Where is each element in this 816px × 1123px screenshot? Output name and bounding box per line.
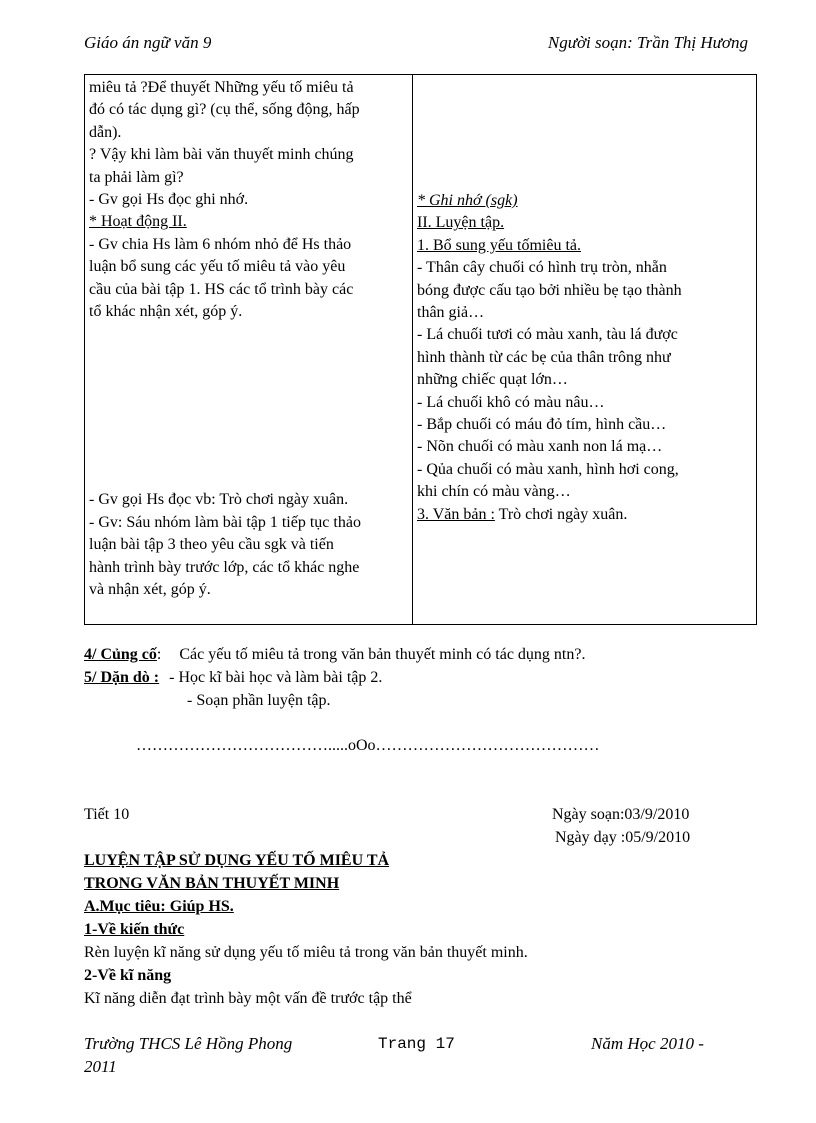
header-right: Người soạn: Trần Thị Hương <box>547 33 748 52</box>
left-line: dẫn). <box>89 123 122 141</box>
van-ban-label: 3. Văn bản : <box>417 505 495 523</box>
luyen-tap-heading: II. Luyện tập. <box>417 214 505 232</box>
spacer <box>89 323 408 489</box>
muc-tieu-heading: A.Mục tiêu: Giúp HS. <box>84 898 234 915</box>
right-line: khi chín có màu vàng… <box>417 483 571 501</box>
footer-school: Trường THCS Lê Hồng Phong <box>84 1034 293 1053</box>
left-line: đó có tác dụng gì? (cụ thể, sống động, hấp <box>89 101 360 119</box>
right-line: hình thành từ các bẹ của thân trông như <box>417 348 671 366</box>
left-line: ? Vậy khi làm bài văn thuyết minh chúng <box>89 146 354 164</box>
kien-thuc-text: Rèn luyện kĩ năng sử dụng yếu tố miêu tả trong văn bản thuyết minh. <box>84 944 528 961</box>
lesson-table <box>84 74 757 625</box>
tiet-label: Tiết 10 <box>84 806 130 823</box>
ngay-soan: Ngày soạn:03/9/2010 <box>552 806 690 823</box>
lesson-title-2: TRONG VĂN BẢN THUYẾT MINH <box>84 875 340 892</box>
ngay-day: Ngày dạy :05/9/2010 <box>555 829 691 846</box>
van-ban-line <box>417 504 752 526</box>
right-line: những chiếc quạt lớn… <box>417 371 568 389</box>
dan-do-text-1: - Học kĩ bài học và làm bài tập 2. <box>169 669 383 686</box>
ki-nang-heading: 2-Về kĩ năng <box>84 967 172 984</box>
right-line: - Bắp chuối có máu đỏ tím, hình cầu… <box>417 416 667 434</box>
cung-co-label: 4/ Củng cố <box>84 646 157 663</box>
left-line: hành trình bày trước lớp, các tổ khác nghe <box>89 558 360 576</box>
bo-sung-heading: 1. Bổ sung yếu tốmiêu tả. <box>417 236 581 254</box>
left-line: - Gv gọi Hs đọc ghi nhớ. <box>89 191 249 209</box>
left-line: - Gv chia Hs làm 6 nhóm nhỏ để Hs thảo <box>89 235 352 253</box>
cung-co-text: Các yếu tố miêu tả trong văn bản thuyết minh có tác dụng ntn?. <box>179 646 586 663</box>
dan-do-text-2: - Soạn phần luyện tập. <box>187 692 331 709</box>
teacher-activity-cell <box>85 75 413 625</box>
right-line: - Lá chuối khô có màu nâu… <box>417 393 605 411</box>
kien-thuc-heading: 1-Về kiến thức <box>84 921 185 938</box>
ghi-nho-label: * Ghi nhớ (sgk) <box>417 192 518 209</box>
right-line: - Nõn chuối có màu xanh non lá mạ… <box>417 438 663 456</box>
cung-co-line <box>84 646 585 664</box>
header-left: Giáo án ngữ văn 9 <box>84 33 212 52</box>
left-line: - Gv gọi Hs đọc vb: Trò chơi ngày xuân. <box>89 491 349 509</box>
left-line: luận bài tập 3 theo yêu cầu sgk và tiến <box>89 536 334 554</box>
left-line: và nhận xét, góp ý. <box>89 581 211 599</box>
ki-nang-text: Kĩ năng diễn đạt trình bày một vấn đề trước tập thể <box>84 990 412 1007</box>
dan-do-label: 5/ Dặn dò : <box>84 669 160 686</box>
right-line: thân giả… <box>417 304 485 322</box>
footer-page: Trang 17 <box>378 1035 455 1053</box>
lesson-title-1: LUYỆN TẬP SỬ DỤNG YẾU TỐ MIÊU TẢ <box>84 852 390 869</box>
dan-do-line <box>84 669 382 687</box>
footer-year: Năm Học 2010 - <box>591 1034 704 1053</box>
van-ban-text: Trò chơi ngày xuân. <box>494 505 628 523</box>
left-line: - Gv: Sáu nhóm làm bài tập 1 tiếp tục thảo <box>89 513 361 531</box>
right-line: - Thân cây chuối có hình trụ tròn, nhẵn <box>417 259 667 277</box>
activity-heading: * Hoạt động II. <box>89 213 187 231</box>
right-line: - Qủa chuối có màu xanh, hình hơi cong, <box>417 460 679 478</box>
cung-co-colon: : <box>156 646 162 663</box>
separator: ……………………………….....oOo…………………………………… <box>136 737 600 754</box>
content-cell <box>413 75 757 625</box>
left-line: luận bổ sung các yếu tố miêu tả vào yêu <box>89 258 346 276</box>
right-line: - Lá chuối tươi có màu xanh, tàu lá được <box>417 326 678 344</box>
right-line: bóng được cấu tạo bởi nhiều bẹ tạo thành <box>417 281 682 299</box>
left-line: miêu tả ?Để thuyết Những yếu tố miêu tả <box>89 79 354 96</box>
footer-year-end: 2011 <box>84 1057 117 1076</box>
left-line: tổ khác nhận xét, góp ý. <box>89 303 243 321</box>
left-line: ta phải làm gì? <box>89 168 184 186</box>
left-line: cầu của bài tập 1. HS các tổ trình bày các <box>89 280 354 298</box>
spacer <box>417 77 752 190</box>
